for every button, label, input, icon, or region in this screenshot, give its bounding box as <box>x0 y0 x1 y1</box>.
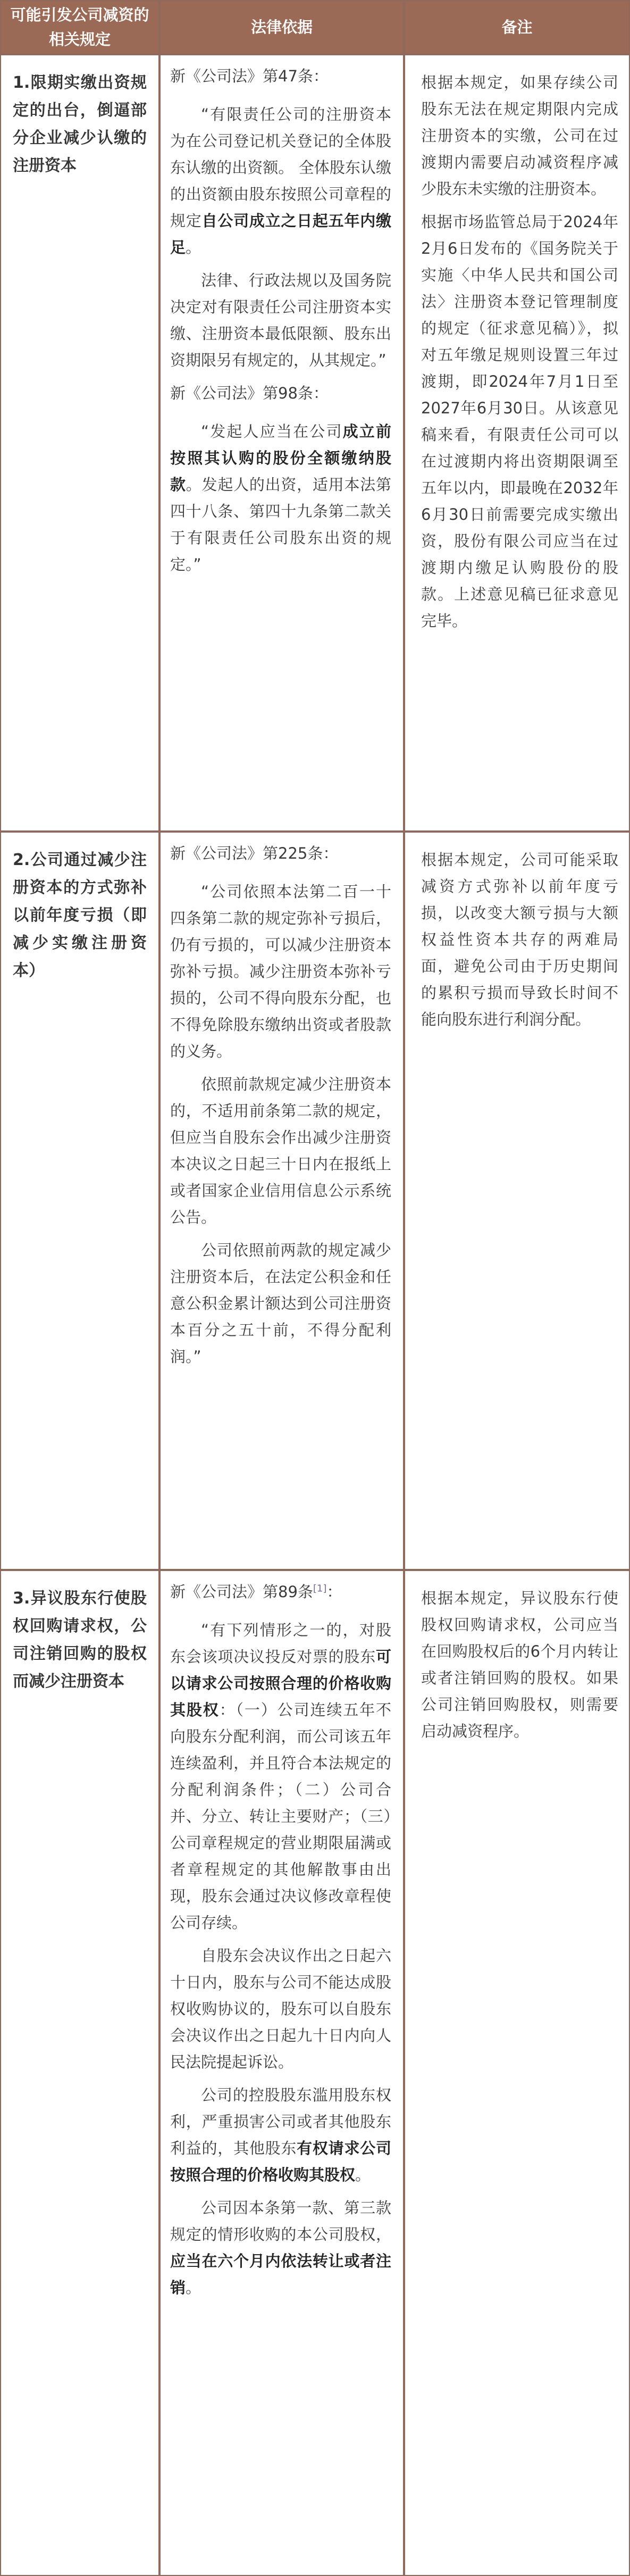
row3-law-p4-text-a: 公司因本条第一款、第三款规定的情形收购的本公司股权， <box>170 2199 391 2243</box>
row1-law-p3-text-a: “发起人应当在公司 <box>201 422 343 441</box>
row1-law-p1-emphasis: 自公司成立之日起五年内缴足 <box>170 212 391 256</box>
row1-law-p1-text-c: 。 <box>186 238 201 256</box>
row3-law-p3-text-c: 。 <box>355 2166 371 2184</box>
row3-note-paragraph-1: 根据本规定，异议股东行使股权回购请求权，公司应当在回购股权后的6个月内转让或者注销回购的股权。如果公司注销回购股权，则需要启动减资程序。 <box>421 1589 618 1740</box>
header-col-legal-basis-text: 法律依据 <box>250 18 313 36</box>
header-col-legal-basis <box>159 0 404 54</box>
row1-law-p3-text-c: 。发起人的出资，适用本法第四十八条、第四十九条第二款关于有限责任公司股东出资的规定。” <box>170 476 391 574</box>
row2-law-paragraph-3: 公司依照前两款的规定减少注册资本后，在法定公积金和任意公积金累计额达到公司注册资本百分之五十前，不得分配利润。” <box>170 1241 391 1366</box>
row1-note-paragraph-1: 根据本规定，如果存续公司股东无法在规定期限内完成注册资本的实缴，公司在过渡期内需要启动减资程序减少股东未实缴的注册资本。 <box>421 73 618 198</box>
row2-note-paragraph-1: 根据本规定，公司可能采取减资方式弥补以前年度亏损，以改变大额亏损与大额权益性资本共存的两难局面，避免公司由于历史期间的累积亏损而导致长时间不能向股东进行利润分配。 <box>421 851 618 1028</box>
row3-law-p3-text-a: 公司的控股股东滥用股东权利，严重损害公司或者其他股东利益的，其他股东 <box>170 2086 391 2157</box>
header-col-provisions <box>0 0 159 54</box>
row3-law-paragraph-4 <box>170 2195 391 2301</box>
row1-note-paragraph-2: 根据市场监管总局于2024年2月6日发布的《国务院关于实施〈中华人民共和国公司法〉注册资本登记管理制度的规定（征求意见稿）》，拟对五年缴足规则设置三年过渡期，即2024年7月1日至2027年6月30日。从该意见稿来看，有限责任公司可以在过渡期内将出资期限调至五年以内，即最晚在2032年6月30日前需要完成实缴出资，股份有限公司应当在过渡期内缴足认购股份的股款。上述意见稿已征求意见完毕。 <box>421 213 618 630</box>
row1-remarks <box>404 54 630 832</box>
row2-law-paragraph-1: “公司依照本法第二百一十四条第二款的规定弥补亏损后，仍有亏损的，可以减少注册资本弥补亏损。减少注册资本弥补亏损的，公司不得向股东分配，也不得免除股东缴纳出资或者股款的义务。 <box>170 883 391 1060</box>
row1-law-p1-text-a: “有限责任公司的注册资本为在公司登记机关登记的全体股东认缴的出资额。 全体股东认缴的出资额由股东按照公司章程的规定 <box>170 105 391 230</box>
row1-legal-basis <box>159 54 404 832</box>
header-col-remarks <box>404 0 630 54</box>
header-col-provisions-text: 可能引发公司减资的相关规定 <box>10 6 149 48</box>
row3-law-ref-colon: ： <box>326 1583 342 1601</box>
row2-law-ref-225: 新《公司法》第225条： <box>170 844 339 862</box>
row1-law-ref-98: 新《公司法》第98条： <box>170 384 329 402</box>
row3-law-p1-emphasis: 可以请求公司按照合理的价格收购其股权 <box>170 1648 391 1719</box>
row3-law-p1-text-a: “有下列情形之一的，对股东会该项决议投反对票的股东 <box>170 1621 391 1666</box>
row3-law-p4-emphasis: 应当在六个月内依法转让或者注销 <box>170 2252 391 2297</box>
row2-law-paragraph-2: 依照前款规定减少注册资本的，不适用前条第二款的规定，但应当自股东会作出减少注册资本决议之日起三十日内在报纸上或者国家企业信用信息公示系统公告。 <box>170 1075 391 1226</box>
row1-law-paragraph-2: 法律、行政法规以及国务院决定对有限责任公司注册资本实缴、注册资本最低限额、股东出资期限另有规定的，从其规定。” <box>170 271 391 369</box>
header-col-remarks-text: 备注 <box>501 18 533 36</box>
row3-law-p1-text-c: ：（一）公司连续五年不向股东分配利润，而公司该五年连续盈利，并且符合本法规定的分配利润条件；（二）公司合并、分立、转让主要财产；（三）公司章程规定的营业期限届满或者章程规定的其他解散事由出现，股东会通过决议修改章程使公司存续。 <box>170 1701 391 1932</box>
row3-law-p4-text-c: 。 <box>186 2279 201 2297</box>
row1-law-ref-47: 新《公司法》第47条： <box>170 67 329 85</box>
row3-law-paragraph-1 <box>170 1617 391 1936</box>
row3-legal-basis <box>159 1570 404 2576</box>
row3-category <box>0 1570 159 2576</box>
row2-category-text: 2.公司通过减少注册资本的方式弥补以前年度亏损（即减少实缴注册资本） <box>13 851 147 980</box>
row2-category <box>0 832 159 1570</box>
row1-law-paragraph-3 <box>170 418 391 578</box>
row3-law-paragraph-3 <box>170 2082 391 2188</box>
row3-law-p3-emphasis: 有权请求公司按照合理的价格收购其股权 <box>170 2139 391 2184</box>
row3-remarks <box>404 1570 630 2576</box>
row1-category-text: 1.限期实缴出资规定的出台，倒逼部分企业减少认缴的注册资本 <box>13 73 147 175</box>
row1-category <box>0 54 159 832</box>
row1-law-p3-emphasis: 成立前按照其认购的股份全额缴纳股款 <box>170 422 391 494</box>
row3-law-ref-89 <box>170 1578 391 1605</box>
footnote-link[interactable]: [1] <box>313 1583 327 1594</box>
row3-category-text: 3.异议股东行使股权回购请求权，公司注销回购的股权而减少注册资本 <box>13 1589 147 1691</box>
row2-remarks <box>404 832 630 1570</box>
row1-law-paragraph-1 <box>170 101 391 261</box>
row3-law-ref-text: 新《公司法》第89条 <box>170 1583 313 1601</box>
row2-legal-basis <box>159 832 404 1570</box>
row3-law-paragraph-2: 自股东会决议作出之日起六十日内，股东与公司不能达成股权收购协议的，股东可以自股东会决议作出之日起九十日内向人民法院提起诉讼。 <box>170 1947 391 2071</box>
